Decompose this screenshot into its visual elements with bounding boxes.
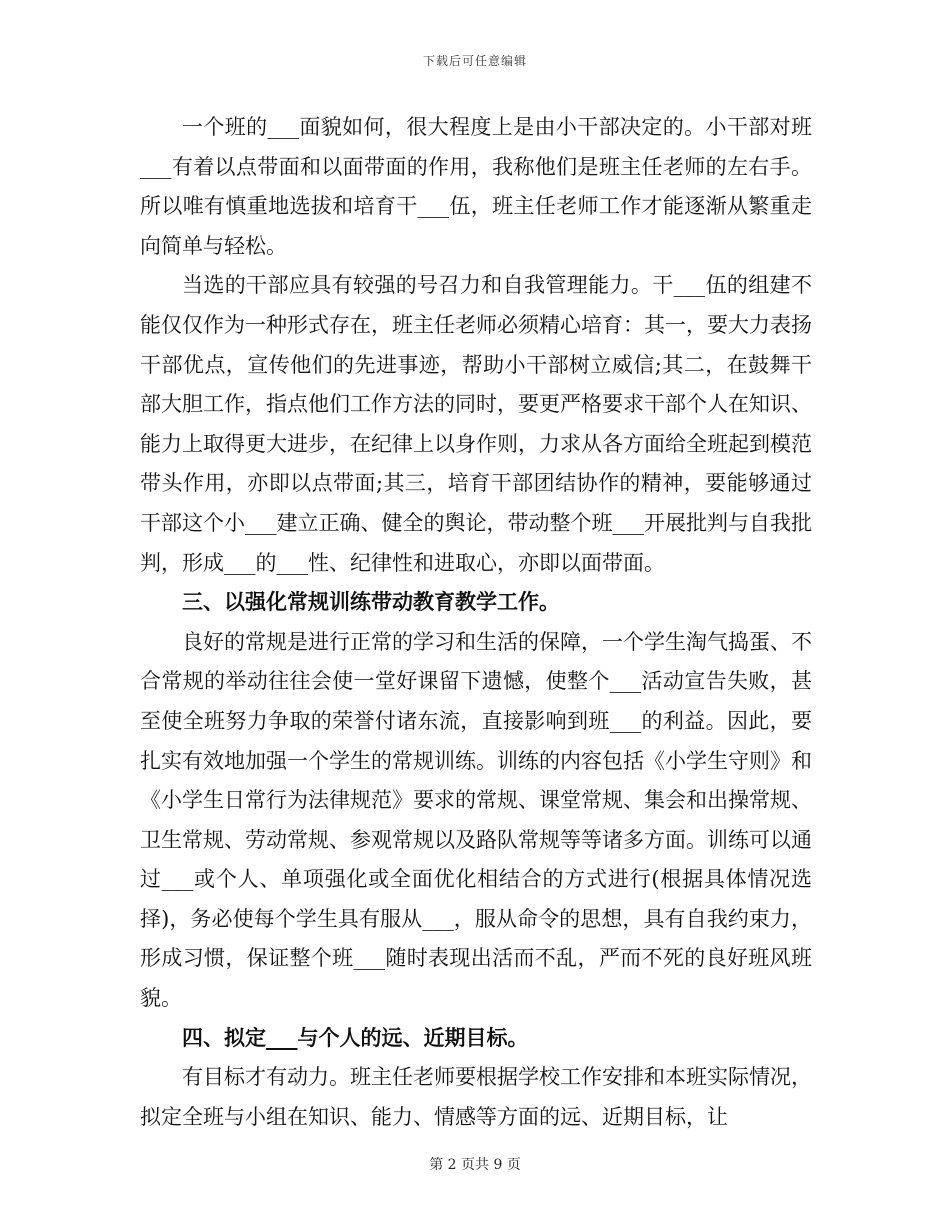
paragraph-goals: 有目标才有动力。班主任老师要根据学校工作安排和本班实际情况，拟定全班与小组在知识、能力、情感等方面的远、近期目标，让 [140,1065,812,1129]
document-body [140,108,812,1137]
section-heading-3: 三、以强化常规训练带动教育教学工作。 [182,590,560,615]
paragraph-routine-training: 良好的常规是进行正常的学习和生活的保障，一个学生淘气捣蛋、不合常规的举动往往会使一堂好课留下遗憾，使整个___活动宣告失败，甚至使全班努力争取的荣誉付诸东流，直接影响到班___的利益。因此，要扎实有效地加强一个学生的常规训练。训练的内容包括《小学生守则》和《小学生日常行为法律规范》要求的常规、课堂常规、集会和出操常规、卫生常规、劳动常规、参观常规以及路队常规等等诸多方面。训练可以通过___或个人、单项强化或全面优化相结合的方式进行(根据具体情况选择)，务必使每个学生具有服从___，服从命令的思想，具有自我约束力，形成习惯，保证整个班___随时表现出活而不乱，严而不死的良好班风班貌。 [140,629,812,1011]
section-heading-4: 四、拟定___与个人的远、近期目标。 [182,1025,529,1050]
page-header: 下载后可任意编辑 [422,54,527,68]
page-footer: 第 2 页共 9 页 [429,1157,521,1173]
paragraph-cadre-importance: 一个班的___面貌如何，很大程度上是由小干部决定的。小干部对班___有着以点带面和以面带面的作用，我称他们是班主任老师的左右手。所以唯有慎重地选拔和培育干___伍，班主任老师工作才能逐渐从繁重走向简单与轻松。 [140,115,812,258]
paragraph-cadre-training: 当选的干部应具有较强的号召力和自我管理能力。干___伍的组建不能仅仅作为一种形式存在，班主任老师必须精心培育：其一，要大力表扬干部优点，宣传他们的先进事迹，帮助小干部树立威信;其二，在鼓舞干部大胆工作，指点他们工作方法的同时，要更严格要求干部个人在知识、能力上取得更大进步，在纪律上以身作则，力求从各方面给全班起到模范带头作用，亦即以点带面;其三，培育干部团结协作的精神，要能够通过干部这个小___建立正确、健全的舆论，带动整个班___开展批判与自我批判，形成___的___性、纪律性和进取心，亦即以面带面。 [140,273,812,575]
